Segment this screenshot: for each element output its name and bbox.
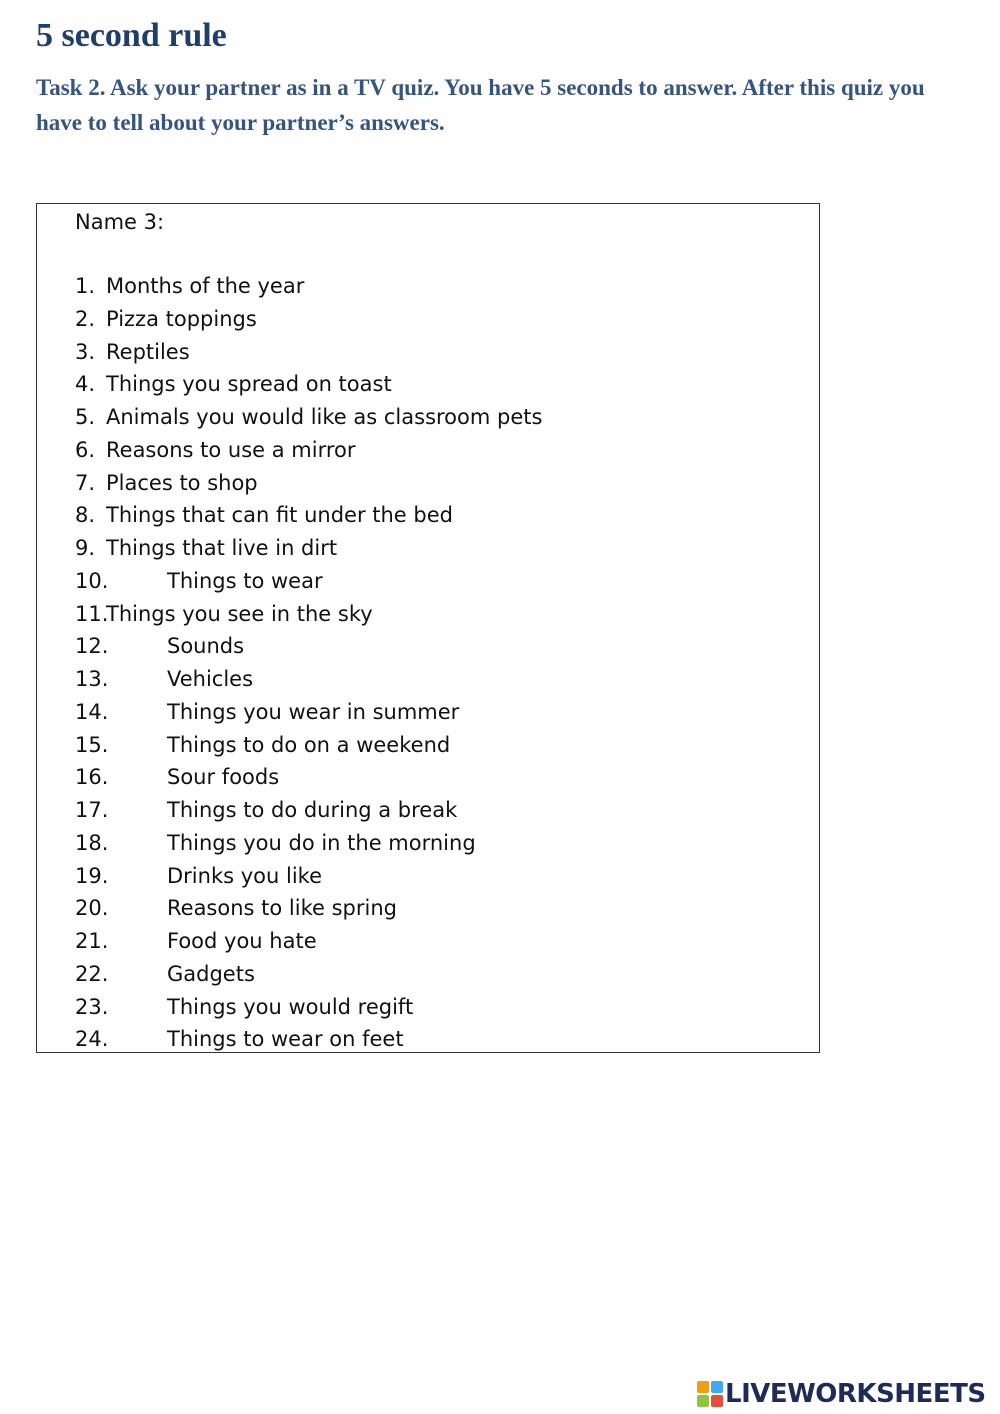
list-item [75, 499, 542, 532]
quiz-box [36, 203, 820, 1053]
item-text: Things to wear [167, 568, 323, 593]
page-title: 5 second rule [36, 17, 227, 54]
item-number: 13. [75, 667, 109, 691]
list-item [75, 827, 542, 860]
item-number: 21. [75, 929, 109, 953]
box-heading: Name 3: [75, 210, 165, 234]
item-text: Things you do in the morning [167, 830, 476, 855]
list-item [75, 696, 542, 729]
list-item [75, 336, 542, 369]
list-item [75, 925, 542, 958]
liveworksheets-logo-icon [697, 1381, 723, 1407]
item-number: 22. [75, 961, 109, 986]
item-text: Things you would regift [167, 994, 414, 1019]
item-text: Reptiles [106, 339, 190, 364]
item-number: 11. [75, 601, 109, 626]
item-text: Gadgets [167, 961, 255, 986]
item-text: Things to do on a weekend [167, 732, 451, 757]
item-text: Animals you would like as classroom pets [106, 405, 543, 429]
item-text: Months of the year [106, 274, 305, 298]
item-number: 17. [75, 798, 109, 822]
list-item [75, 1023, 542, 1056]
list-item [75, 532, 542, 565]
list-item [75, 565, 542, 598]
item-number: 3. [75, 339, 96, 364]
liveworksheets-logo[interactable] [697, 1374, 986, 1414]
quiz-list [75, 270, 542, 1056]
list-item [75, 761, 542, 794]
item-text: Vehicles [167, 667, 254, 691]
item-number: 16. [75, 765, 109, 790]
list-item [75, 991, 542, 1024]
list-item [75, 794, 542, 827]
list-item [75, 467, 542, 500]
item-number: 1. [75, 274, 96, 298]
item-text: Sour foods [167, 765, 280, 790]
item-text: Drinks you like [167, 863, 322, 888]
item-text: Reasons to use a mirror [106, 437, 356, 462]
item-number: 5. [75, 405, 96, 429]
item-number: 2. [75, 306, 96, 331]
item-number: 4. [75, 372, 96, 397]
list-item [75, 401, 542, 434]
item-text: Things you wear in summer [167, 699, 460, 724]
task-instructions: Task 2. Ask your partner as in a TV quiz. You have 5 seconds to answer. After this quiz you have to tell about your partner’s answers. [36, 75, 925, 135]
list-item [75, 270, 542, 303]
item-number: 15. [75, 732, 109, 757]
item-number: 12. [75, 634, 109, 659]
item-number: 19. [75, 863, 109, 888]
item-text: Things you spread on toast [106, 372, 392, 397]
item-number: 8. [75, 503, 96, 528]
item-text: Things you see in the sky [106, 601, 373, 626]
item-number: 6. [75, 437, 96, 462]
item-number: 18. [75, 830, 109, 855]
item-text: Things that can fit under the bed [106, 503, 453, 528]
item-number: 20. [75, 896, 109, 921]
list-item [75, 434, 542, 467]
item-number: 14. [75, 699, 109, 724]
item-text: Places to shop [106, 470, 258, 495]
list-item [75, 303, 542, 336]
list-item [75, 630, 542, 663]
logo-text: LIVEWORKSHEETS [725, 1379, 986, 1409]
item-number: 10. [75, 568, 109, 593]
item-text: Things to wear on feet [167, 1027, 404, 1052]
item-text: Food you hate [167, 929, 317, 953]
list-item [75, 598, 542, 631]
list-item [75, 663, 542, 696]
list-item [75, 860, 542, 893]
list-item [75, 958, 542, 991]
item-text: Things that live in dirt [106, 536, 338, 560]
list-item [75, 729, 542, 762]
item-text: Things to do during a break [167, 798, 458, 822]
item-number: 23. [75, 994, 109, 1019]
item-text: Reasons to like spring [167, 896, 397, 921]
item-number: 24. [75, 1027, 109, 1052]
item-number: 7. [75, 470, 96, 495]
list-item [75, 892, 542, 925]
item-number: 9. [75, 536, 96, 560]
item-text: Pizza toppings [106, 306, 257, 331]
item-text: Sounds [167, 634, 245, 659]
list-item [75, 368, 542, 401]
